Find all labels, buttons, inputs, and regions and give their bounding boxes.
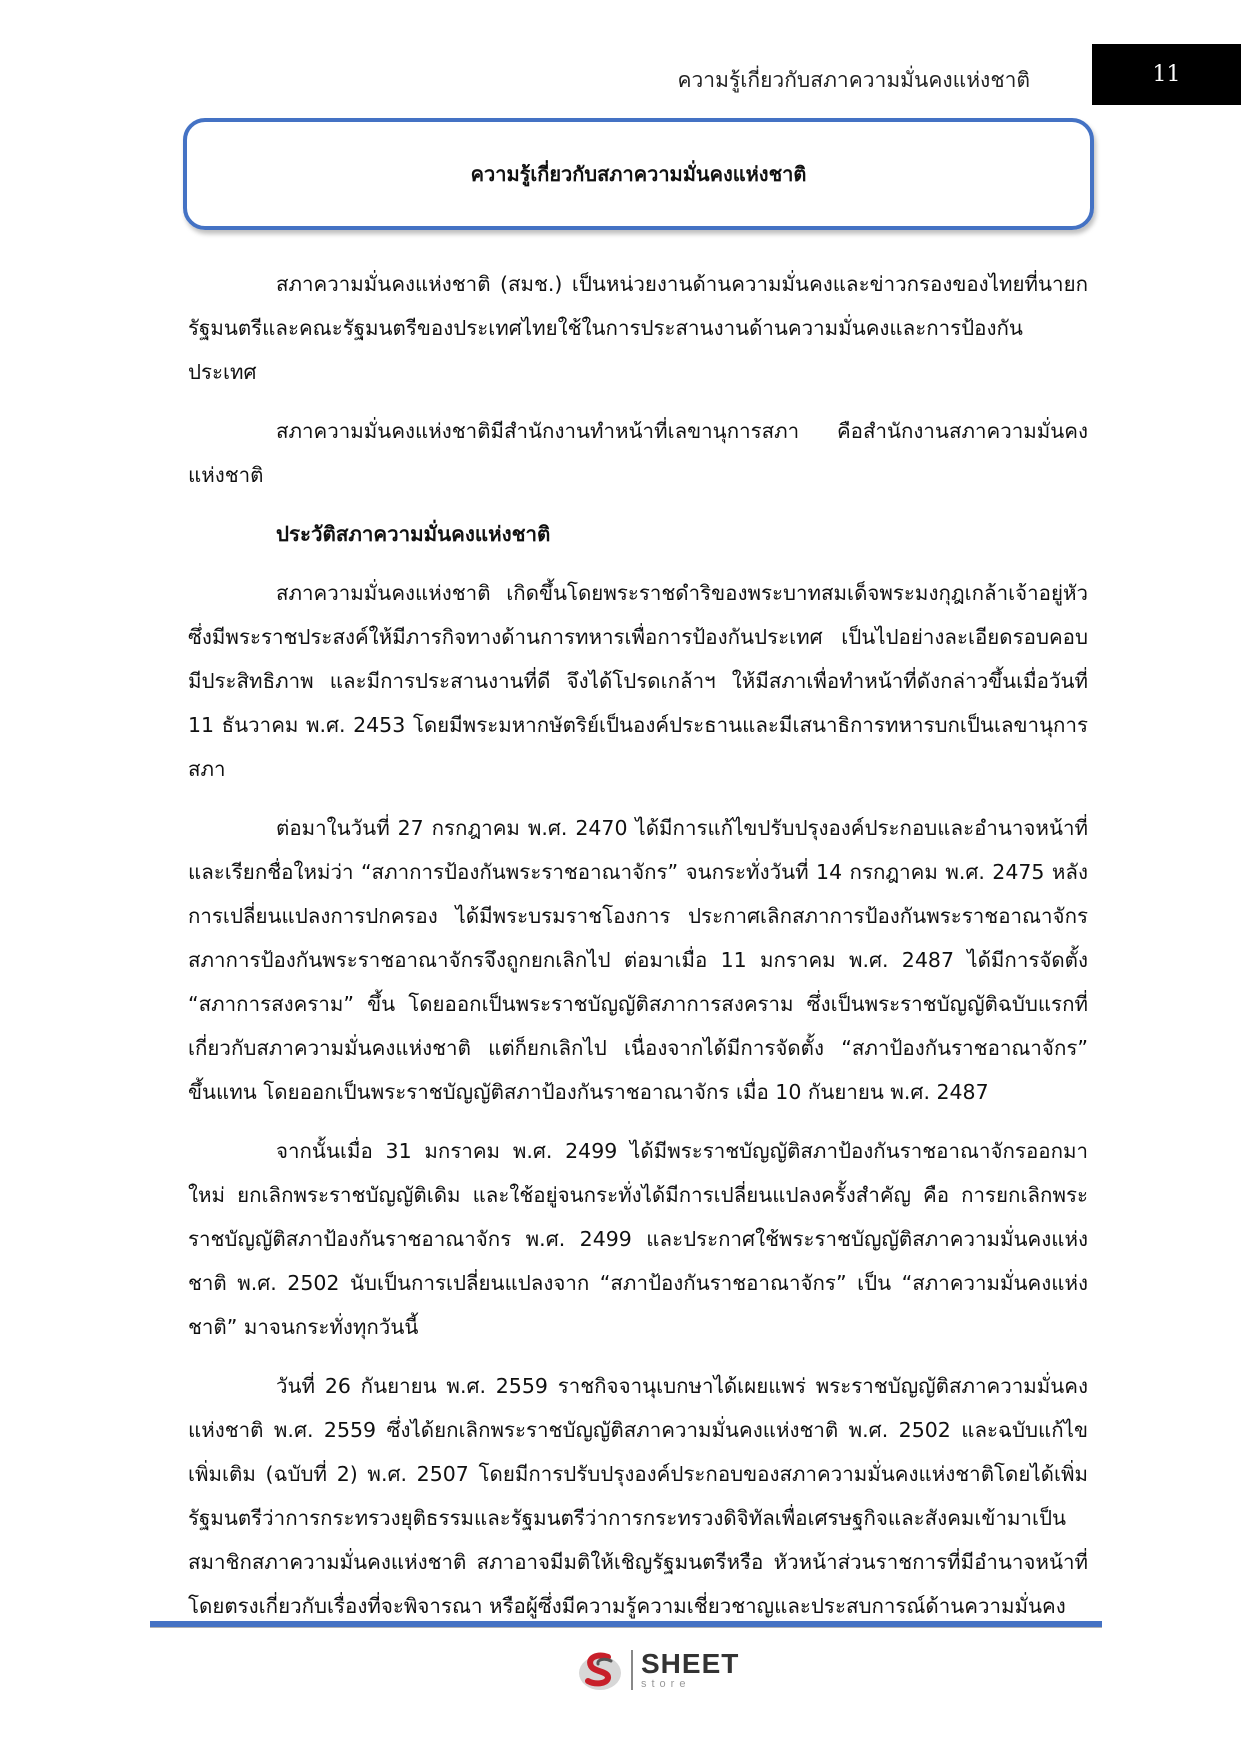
sheet-store-s-logo-icon <box>575 1645 625 1695</box>
paragraph-intro: สภาความมั่นคงแห่งชาติ (สมช.) เป็นหน่วยงานด้านความมั่นคงและข่าวกรองของไทยที่นายกรัฐมนตรีและคณะรัฐมนตรีของประเทศไทยใช้ในการประสานงานด้านความมั่นคงและการป้องกันประเทศ <box>188 272 1088 384</box>
logo-word: SHEET <box>641 1648 740 1679</box>
logo-subword: store <box>641 1678 691 1690</box>
logo-separator <box>631 1650 633 1690</box>
paragraph-history-origin: สภาความมั่นคงแห่งชาติ เกิดขึ้นโดยพระราชดำริของพระบาทสมเด็จพระมงกุฎเกล้าเจ้าอยู่หัว ซึ่งมีพระราชประสงค์ให้มีภารกิจทางด้านการทหารเพื่อการป้องกันประเทศ เป็นไปอย่างละเอียดรอบคอบ มีประสิทธิภาพ และมีการประสานงานที่ดี จึงได้โปรดเกล้าฯ ให้มีสภาเพื่อทำหน้าที่ดังกล่าวขึ้นเมื่อวันที่ 11 ธันวาคม พ.ศ. 2453 โดยมีพระมหากษัตริย์เป็นองค์ประธานและมีเสนาธิการทหารบกเป็นเลขานุการสภา <box>188 581 1088 781</box>
logo-text <box>641 1650 739 1690</box>
title-box <box>183 118 1094 230</box>
document-title: ความรู้เกี่ยวกับสภาความมั่นคงแห่งชาติ <box>470 162 807 186</box>
page-number: 11 <box>1152 62 1181 87</box>
paragraph-history-2559: วันที่ 26 กันยายน พ.ศ. 2559 ราชกิจจานุเบกษาได้เผยแพร่ พระราชบัญญัติสภาความมั่นคงแห่งชาติ พ.ศ. 2559 ซึ่งได้ยกเลิกพระราชบัญญัติสภาความมั่นคงแห่งชาติ พ.ศ. 2502 และฉบับแก้ไขเพิ่มเติม (ฉบับที่ 2) พ.ศ. 2507 โดยมีการปรับปรุงองค์ประกอบของสภาความมั่นคงแห่งชาติโดยได้เพิ่มรัฐมนตรีว่าการกระทรวงยุติธรรมและรัฐมนตรีว่าการกระทรวงดิจิทัลเพื่อเศรษฐกิจและสังคมเข้ามาเป็นสมาชิกสภาความมั่นคงแห่งชาติ สภาอาจมีมติให้เชิญรัฐมนตรีหรือ หัวหน้าส่วนราชการที่มีอำนาจหน้าที่โดยตรงเกี่ยวกับเรื่องที่จะพิจารณา หรือผู้ซึ่งมีความรู้ความเชี่ยวชาญและประสบการณ์ด้านความมั่นคง <box>188 1374 1088 1618</box>
running-header-title: ความรู้เกี่ยวกับสภาความมั่นคงแห่งชาติ <box>677 68 1030 92</box>
page-number-box <box>1092 44 1241 105</box>
paragraph-secretariat: สภาความมั่นคงแห่งชาติมีสำนักงานทำหน้าที่เลขานุการสภา คือสำนักงานสภาความมั่นคงแห่งชาติ <box>188 419 1088 487</box>
sheet-store-logo <box>575 1646 739 1694</box>
section-heading-history: ประวัติสภาความมั่นคงแห่งชาติ <box>276 522 551 546</box>
document-body <box>188 262 1088 1643</box>
paragraph-history-2499: จากนั้นเมื่อ 31 มกราคม พ.ศ. 2499 ได้มีพระราชบัญญัติสภาป้องกันราชอาณาจักรออกมาใหม่ ยกเลิกพระราชบัญญัติเดิม และใช้อยู่จนกระทั่งได้มีการเปลี่ยนแปลงครั้งสำคัญ คือ การยกเลิกพระราชบัญญัติสภาป้องกันราชอาณาจักร พ.ศ. 2499 และประกาศใช้พระราชบัญญัติสภาความมั่นคงแห่งชาติ พ.ศ. 2502 นับเป็นการเปลี่ยนแปลงจาก “สภาป้องกันราชอาณาจักร” เป็น “สภาความมั่นคงแห่งชาติ” มาจนกระทั่งทุกวันนี้ <box>188 1139 1088 1339</box>
paragraph-history-2470: ต่อมาในวันที่ 27 กรกฎาคม พ.ศ. 2470 ได้มีการแก้ไขปรับปรุงองค์ประกอบและอำนาจหน้าที่และเรียกชื่อใหม่ว่า “สภาการป้องกันพระราชอาณาจักร” จนกระทั่งวันที่ 14 กรกฎาคม พ.ศ. 2475 หลังการเปลี่ยนแปลงการปกครอง ได้มีพระบรมราชโองการ ประกาศเลิกสภาการป้องกันพระราชอาณาจักร สภาการป้องกันพระราชอาณาจักรจึงถูกยกเลิกไป ต่อมาเมื่อ 11 มกราคม พ.ศ. 2487 ได้มีการจัดตั้ง “สภาการสงคราม” ขึ้น โดยออกเป็นพระราชบัญญัติสภาการสงคราม ซึ่งเป็นพระราชบัญญัติฉบับแรกที่เกี่ยวกับสภาความมั่นคงแห่งชาติ แต่ก็ยกเลิกไป เนื่องจากได้มีการจัดตั้ง “สภาป้องกันราชอาณาจักร” ขึ้นแทน โดยออกเป็นพระราชบัญญัติสภาป้องกันราชอาณาจักร เมื่อ 10 กันยายน พ.ศ. 2487 <box>188 816 1088 1104</box>
footer-divider <box>150 1621 1102 1628</box>
